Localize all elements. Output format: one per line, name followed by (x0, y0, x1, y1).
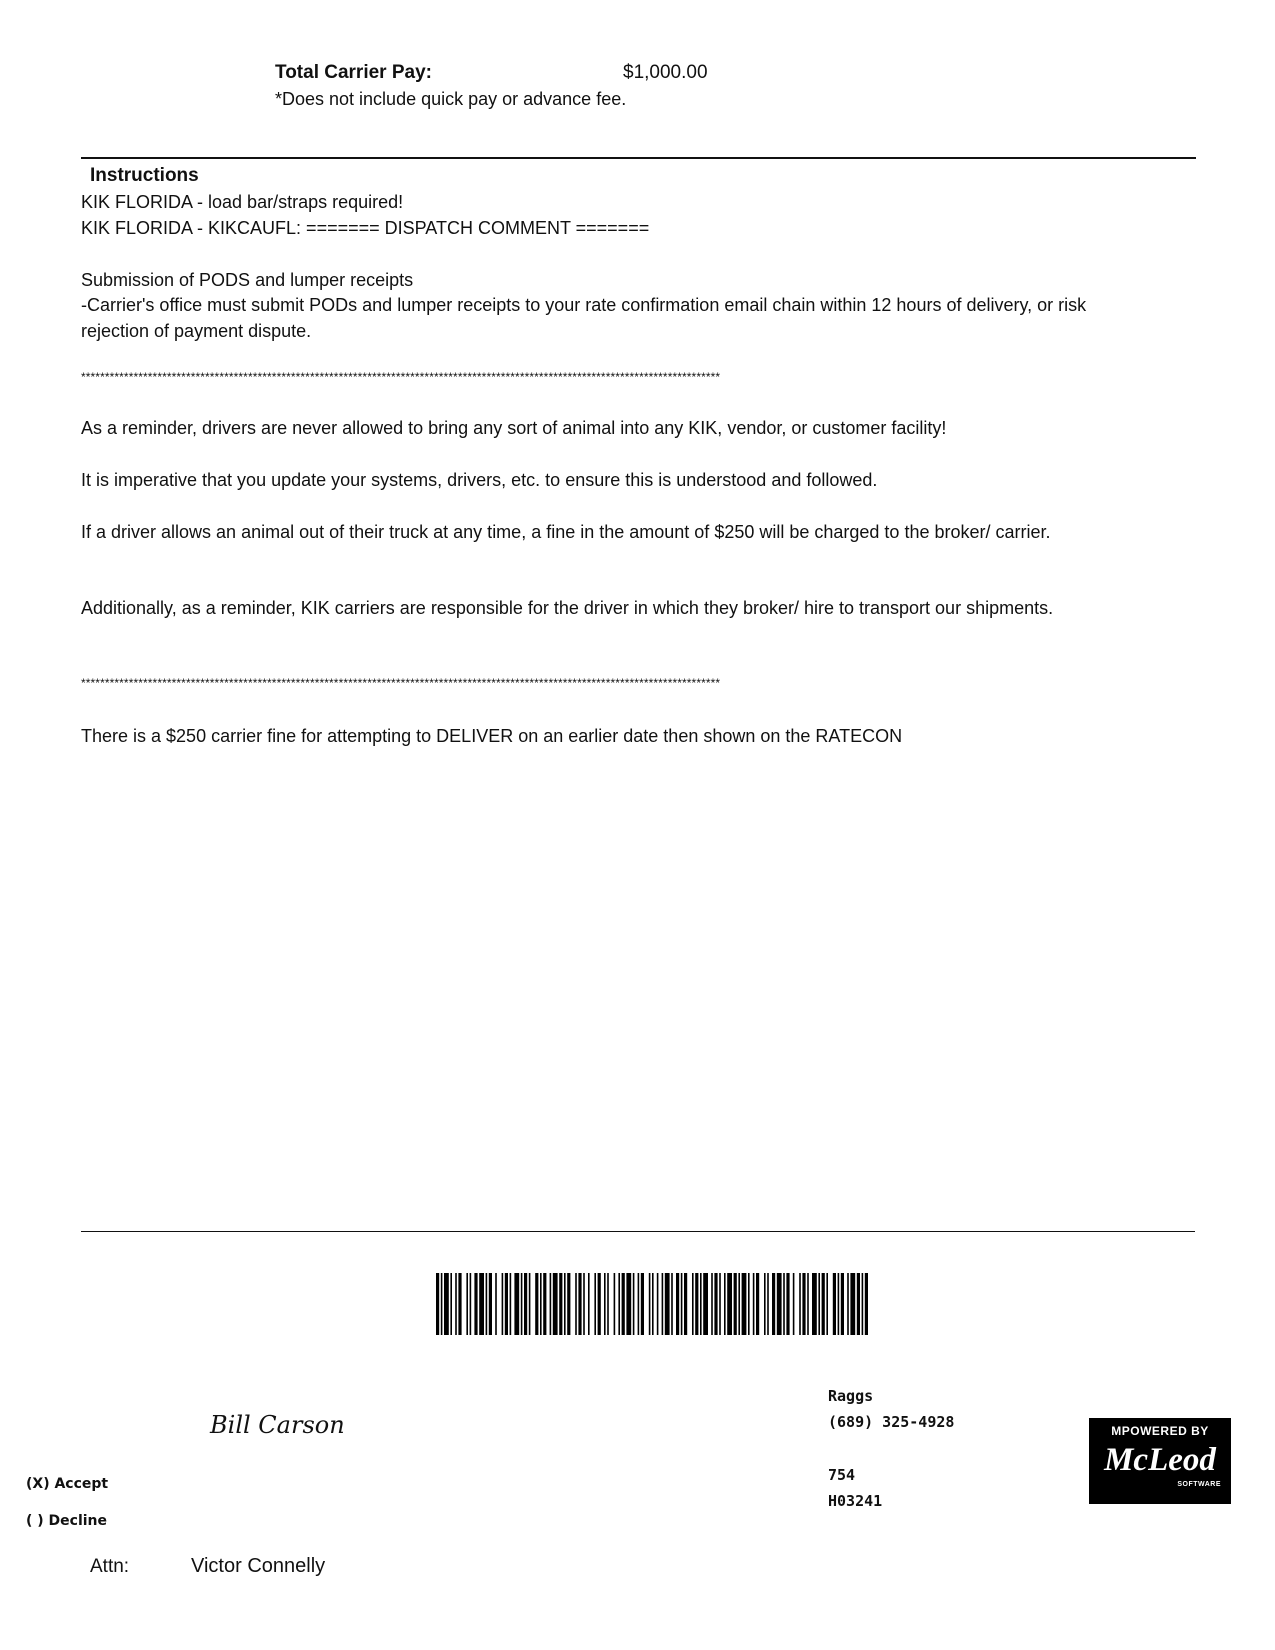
barcode-bar (466, 1273, 468, 1335)
barcode-bar (567, 1273, 570, 1335)
barcode-bar (505, 1273, 508, 1335)
barcode-bar (727, 1273, 732, 1335)
contact-extension: 754 (828, 1466, 856, 1484)
decline-option[interactable]: ( ) Decline (26, 1513, 108, 1529)
barcode-bar (724, 1273, 726, 1335)
signature: Bill Carson (210, 1411, 345, 1439)
imperative-notice: It is imperative that you update your systems, drivers, etc. to ensure this is understood and followed. (81, 470, 878, 490)
barcode-bar (474, 1273, 477, 1335)
carrier-responsibility-notice: Additionally, as a reminder, KIK carriers are responsible for the driver in which they broker/ hire to transport our shipments. (81, 598, 1054, 618)
barcode-bar (764, 1273, 766, 1335)
barcode-bar (638, 1273, 640, 1335)
barcode-bar (662, 1273, 664, 1335)
barcode-bar (772, 1273, 775, 1335)
barcode-bar (479, 1273, 484, 1335)
attn-label: Attn: (90, 1556, 130, 1577)
barcode-bar (559, 1273, 562, 1335)
asterisk-divider-2: ************************************************************************************************************************************** (81, 676, 721, 690)
barcode-bar (799, 1273, 801, 1335)
barcode-bar (862, 1273, 864, 1335)
barcode-bar (588, 1273, 590, 1335)
barcode-bar (486, 1273, 488, 1335)
barcode-bar (676, 1273, 679, 1335)
barcode-bar (514, 1273, 519, 1335)
logo-tagline: MPOWERED BY (1111, 1424, 1209, 1438)
early-delivery-fine-notice: There is a $250 carrier fine for attempting to DELIVER on an earlier date then shown on the RATECON (81, 726, 903, 746)
barcode-bar (564, 1273, 566, 1335)
barcode-bar (489, 1273, 492, 1335)
barcode-bar (607, 1273, 609, 1335)
barcode-bar (553, 1273, 558, 1335)
animal-fine-notice: If a driver allows an animal out of their truck at any time, a fine in the amount of $250 will be charged to the broker/ carrier. (81, 522, 1051, 542)
barcode-bar (641, 1273, 644, 1335)
barcode-bar (756, 1273, 759, 1335)
barcode-bar (822, 1273, 825, 1335)
barcode-bar (847, 1273, 849, 1335)
barcode-bar (826, 1273, 828, 1335)
attn-name: Victor Connelly (191, 1555, 326, 1577)
barcode-bar (838, 1273, 840, 1335)
barcode-bar (510, 1273, 512, 1335)
barcode-bar (734, 1273, 737, 1335)
barcode-bar (753, 1273, 755, 1335)
instruction-dispatch-comment: KIK FLORIDA - KIKCAUFL: ======= DISPATCH COMMENT ======= (81, 218, 650, 238)
barcode-bar (850, 1273, 855, 1335)
barcode-bar (767, 1273, 769, 1335)
asterisk-divider-1: ************************************************************************************************************************************** (81, 370, 721, 384)
barcode-bar (802, 1273, 805, 1335)
contact-name: Raggs (828, 1387, 874, 1405)
barcode-bar (812, 1273, 817, 1335)
pods-text: -Carrier's office must submit PODs and lumper receipts to your rate confirmation email chain within 12 hours of delivery, or risk rejection of payment dispute. (81, 295, 1087, 341)
mcleod-logo (1089, 1418, 1231, 1504)
barcode-bar (777, 1273, 782, 1335)
instruction-load-bar: KIK FLORIDA - load bar/straps required! (81, 192, 404, 212)
barcode-bar (598, 1273, 601, 1335)
barcode-bar (711, 1273, 713, 1335)
barcode-bar (783, 1273, 785, 1335)
barcode-bar (738, 1273, 740, 1335)
barcode-bar (649, 1273, 651, 1335)
barcode-bar (714, 1273, 717, 1335)
instructions-heading: Instructions (90, 165, 199, 186)
barcode-bar (857, 1273, 860, 1335)
section-divider-bottom (81, 1231, 1195, 1232)
section-divider-top (81, 157, 1196, 159)
barcode-bar (543, 1273, 546, 1335)
barcode-bar (524, 1273, 527, 1335)
barcode-bar (652, 1273, 654, 1335)
barcode-bar (748, 1273, 750, 1335)
barcode-bar (575, 1273, 577, 1335)
barcode-bar (594, 1273, 596, 1335)
barcode-bar (807, 1273, 809, 1335)
barcode-bar (657, 1273, 659, 1335)
logo-brand: McLeod (1104, 1442, 1216, 1478)
contact-code: H03241 (828, 1492, 883, 1510)
contact-phone: (689) 325-4928 (828, 1413, 955, 1431)
barcode-bar (786, 1273, 789, 1335)
barcode-bar (818, 1273, 820, 1335)
barcode-bar (622, 1273, 625, 1335)
pods-heading: Submission of PODS and lumper receipts (81, 270, 414, 290)
barcode-bar (495, 1273, 497, 1335)
barcode-bar (671, 1273, 673, 1335)
animal-reminder: As a reminder, drivers are never allowed to bring any sort of animal into any KIK, vendor, or customer facility! (81, 418, 947, 438)
barcode-bar (502, 1273, 504, 1335)
barcode-bar (614, 1273, 616, 1335)
barcode-bar (444, 1273, 449, 1335)
barcode-bar (633, 1273, 635, 1335)
total-carrier-pay-label: Total Carrier Pay: (275, 62, 432, 83)
barcode-bar (540, 1273, 542, 1335)
barcode-bar (583, 1273, 585, 1335)
barcode-bar (841, 1273, 844, 1335)
barcode-bar (684, 1273, 687, 1335)
barcode-bar (455, 1273, 457, 1335)
barcode-bar (535, 1273, 538, 1335)
barcode-bar (865, 1273, 868, 1335)
barcode-bar (458, 1273, 461, 1335)
barcode-bar (833, 1273, 836, 1335)
barcode-bar (681, 1273, 683, 1335)
barcode-bar (604, 1273, 606, 1335)
barcode-bar (450, 1273, 452, 1335)
barcode-bar (436, 1273, 439, 1335)
barcode-bar (703, 1273, 708, 1335)
barcode-bar (700, 1273, 702, 1335)
barcode-bar (626, 1273, 631, 1335)
barcode-bar (692, 1273, 694, 1335)
barcode (436, 1273, 868, 1335)
barcode-bar (665, 1273, 670, 1335)
barcode-bar (441, 1273, 443, 1335)
barcode-bar (550, 1273, 552, 1335)
pay-footnote: *Does not include quick pay or advance fee. (275, 89, 627, 109)
barcode-bar (793, 1273, 795, 1335)
total-carrier-pay-amount: $1,000.00 (623, 62, 708, 83)
barcode-bar (578, 1273, 581, 1335)
barcode-bar (521, 1273, 523, 1335)
logo-subtitle: SOFTWARE (1177, 1481, 1221, 1488)
barcode-bar (470, 1273, 472, 1335)
accept-option[interactable]: (X) Accept (26, 1476, 109, 1492)
barcode-bar (742, 1273, 747, 1335)
barcode-bar (529, 1273, 531, 1335)
barcode-bar (695, 1273, 698, 1335)
barcode-bar (618, 1273, 620, 1335)
barcode-bar (719, 1273, 721, 1335)
